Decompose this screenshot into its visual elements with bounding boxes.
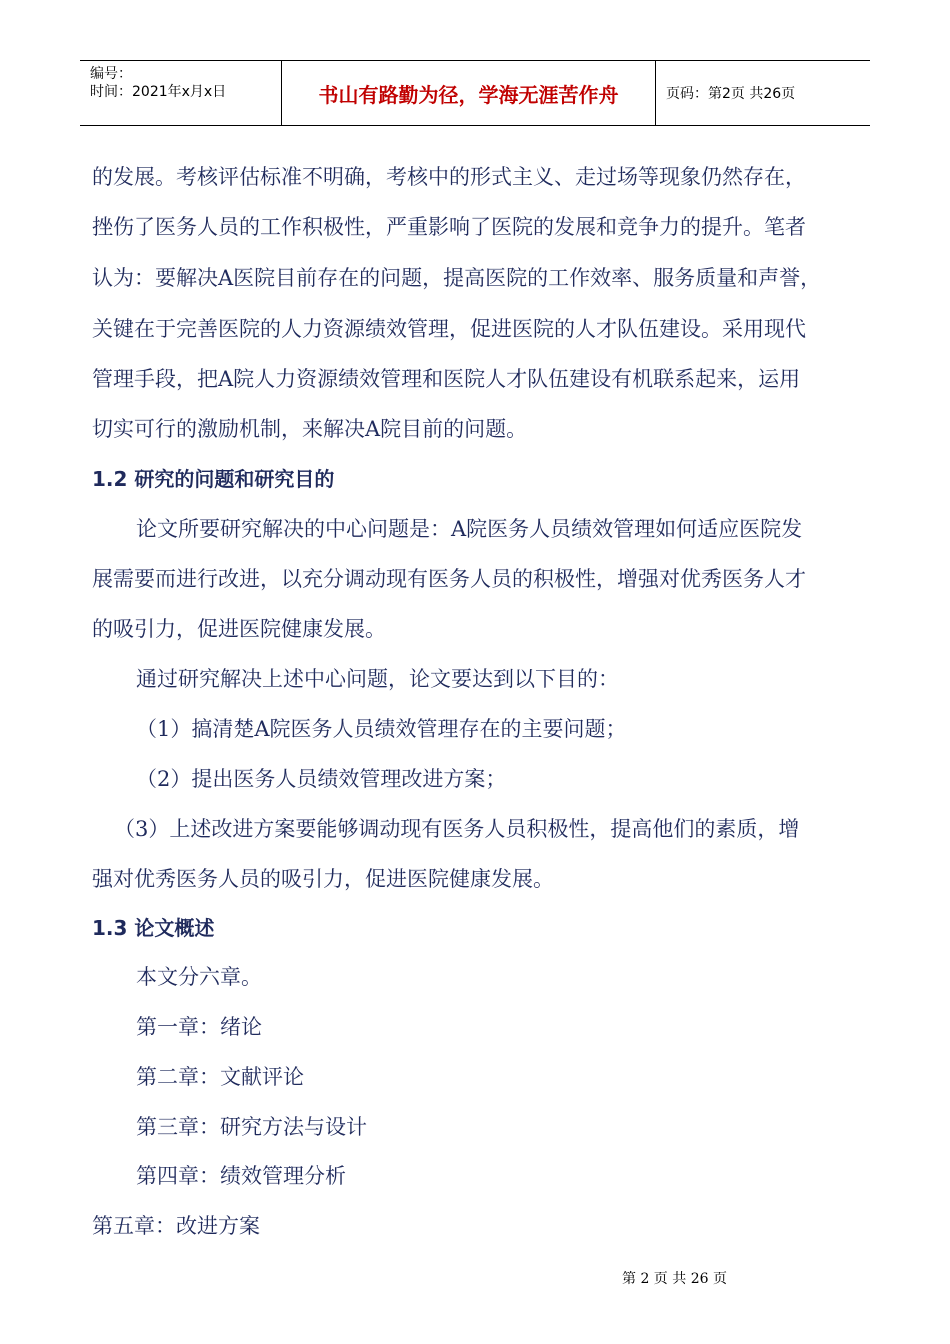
chapter-item: 第一章：绪论 (136, 1015, 262, 1039)
list-item: （3）上述改进方案要能够调动现有医务人员积极性，提高他们的素质，增 (114, 817, 800, 841)
list-item: （1）搞清楚A院医务人员绩效管理存在的主要问题； (136, 717, 627, 741)
page-header (80, 60, 870, 126)
section-heading-1-3: 1.3 论文概述 (92, 916, 215, 940)
header-time-label: 时间：2021年x月x日 (90, 84, 227, 100)
paragraph-line: 切实可行的激励机制，来解决A院目前的问题。 (92, 417, 528, 441)
paragraph-line: 的发展。考核评估标准不明确，考核中的形式主义、走过场等现象仍然存在， (92, 165, 806, 189)
list-item: （2）提出医务人员绩效管理改进方案； (136, 767, 507, 791)
paragraph-line: 展需要而进行改进，以充分调动现有医务人员的积极性，增强对优秀医务人才 (92, 567, 806, 591)
list-item: 强对优秀医务人员的吸引力，促进医院健康发展。 (92, 867, 554, 891)
section-heading-1-2: 1.2 研究的问题和研究目的 (92, 467, 335, 491)
paragraph-line: 本文分六章。 (136, 965, 262, 989)
paragraph-line: 管理手段，把A院人力资源绩效管理和医院人才队伍建设有机联系起来，运用 (92, 367, 801, 391)
header-number-label: 编号： (90, 66, 132, 82)
header-motto: 书山有路勤为径，学海无涯苦作舟 (282, 61, 656, 125)
chapter-item: 第五章：改进方案 (92, 1214, 260, 1238)
paragraph-line: 关键在于完善医院的人力资源绩效管理，促进医院的人才队伍建设。采用现代 (92, 317, 806, 341)
header-page-info: 页码：第2页 共26页 (666, 86, 796, 102)
chapter-item: 第三章：研究方法与设计 (136, 1115, 367, 1139)
header-meta (80, 61, 282, 125)
page-footer: 第 2 页 共 26 页 (622, 1271, 727, 1287)
paragraph-line: 认为：要解决A医院目前存在的问题，提高医院的工作效率、服务质量和声誉， (92, 266, 822, 290)
paragraph-line: 的吸引力，促进医院健康发展。 (92, 617, 386, 641)
chapter-item: 第四章：绩效管理分析 (136, 1164, 346, 1188)
paragraph-line: 通过研究解决上述中心问题，论文要达到以下目的： (136, 667, 619, 691)
paragraph-line: 挫伤了医务人员的工作积极性，严重影响了医院的发展和竞争力的提升。笔者 (92, 215, 806, 239)
chapter-item: 第二章：文献评论 (136, 1065, 304, 1089)
paragraph-line: 论文所要研究解决的中心问题是：A院医务人员绩效管理如何适应医院发 (136, 517, 803, 541)
